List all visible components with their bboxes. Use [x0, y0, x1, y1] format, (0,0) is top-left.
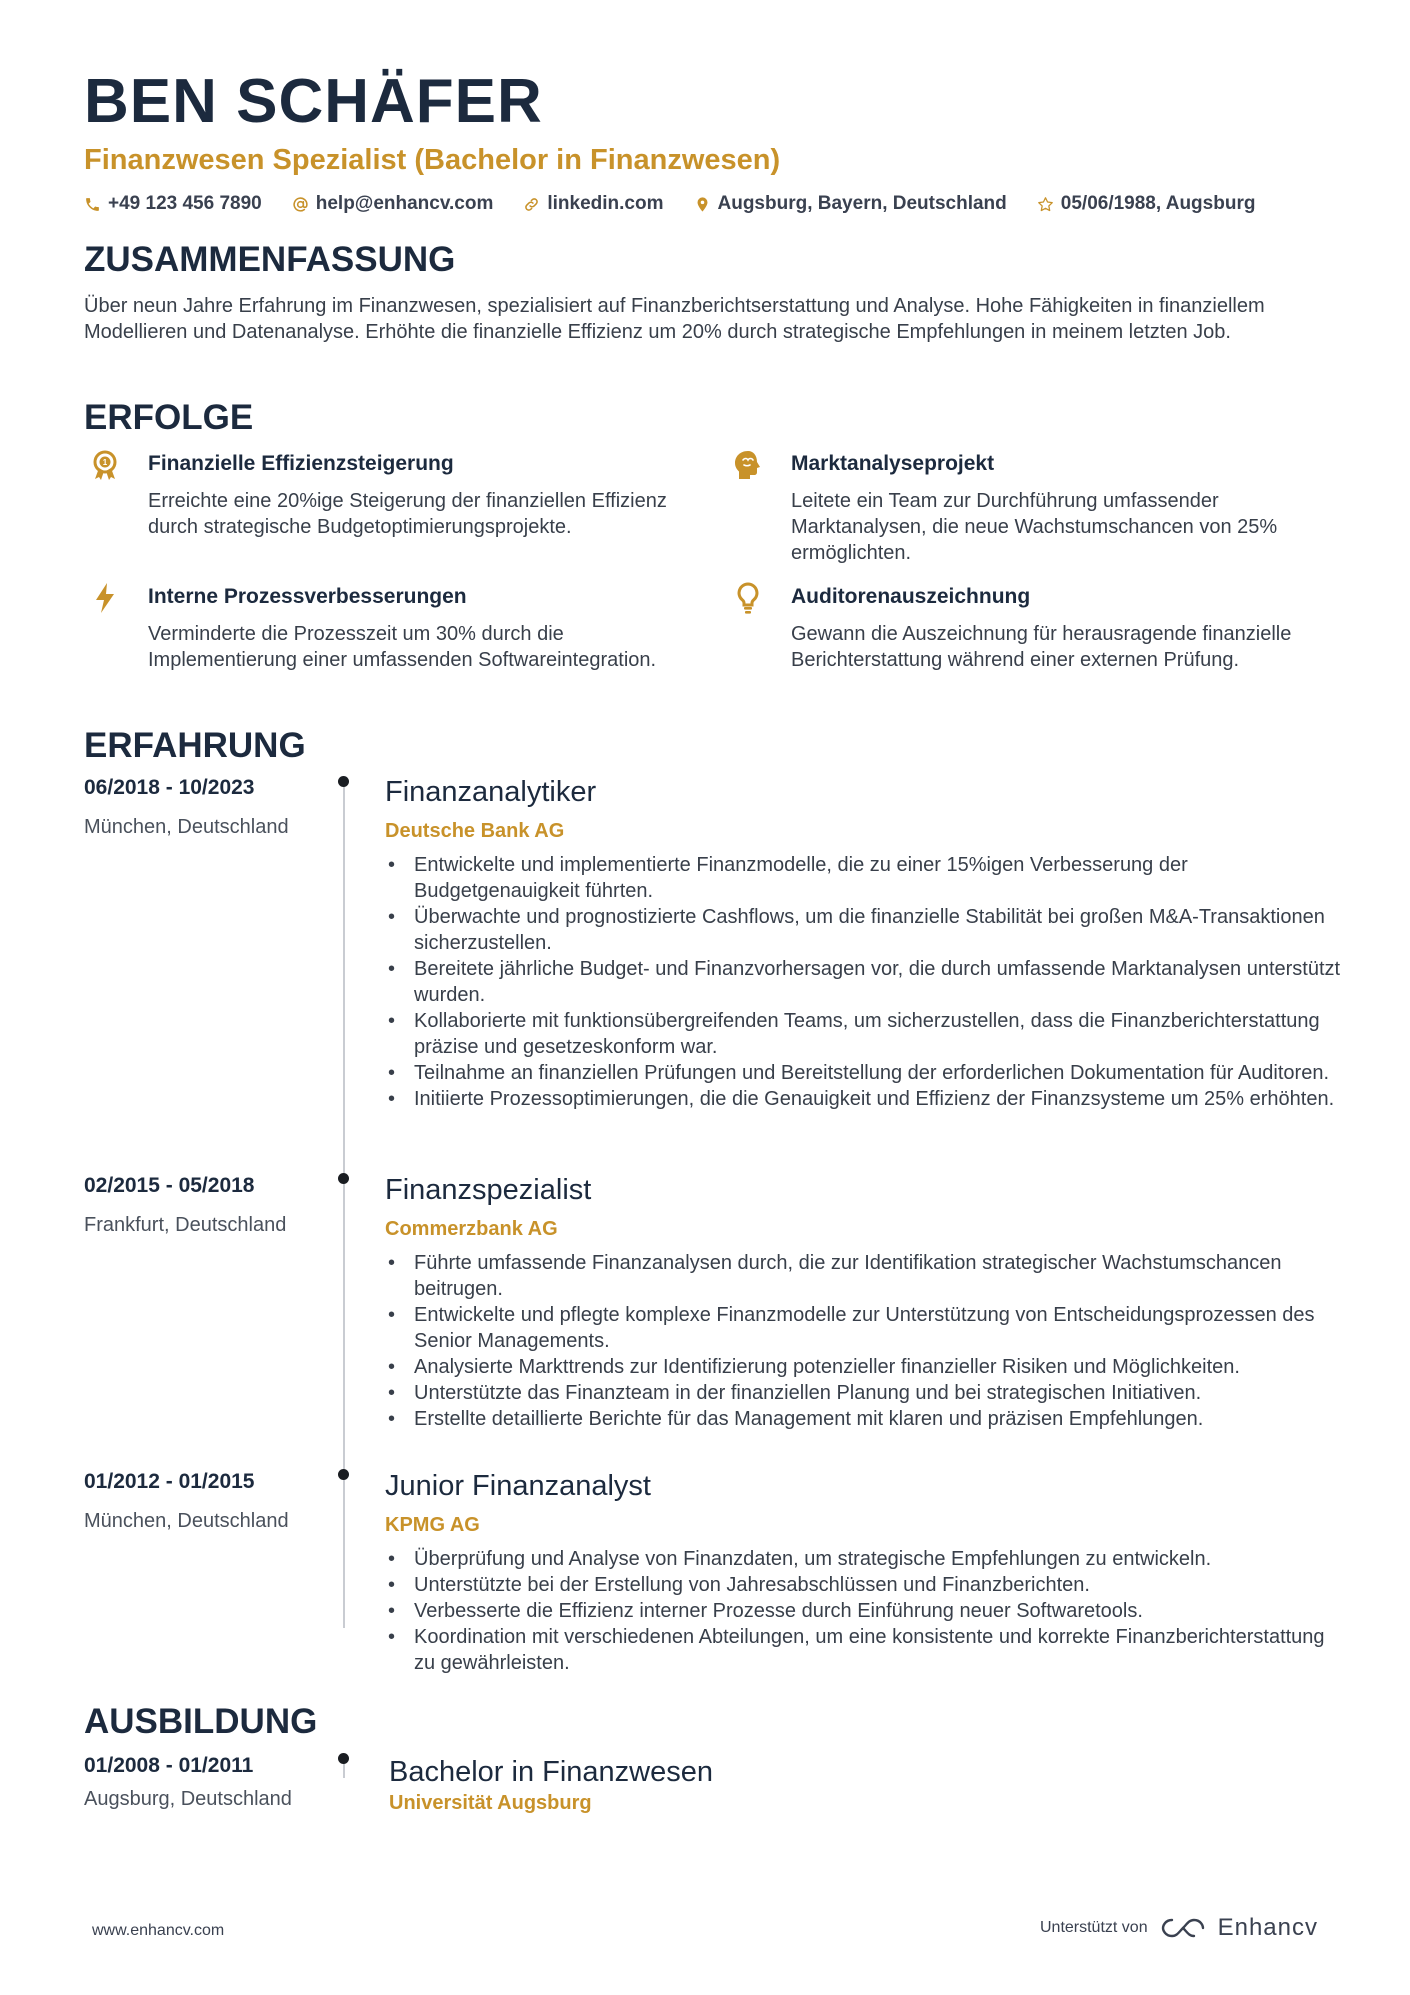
list-item: • Verbesserte die Effizienz interner Prozesse durch Einführung neuer Softwaretools. [385, 1598, 1345, 1624]
list-item: • Teilnahme an finanziellen Prüfungen und Bereitstellung der erforderlichen Dokumentation für Auditoren. [385, 1060, 1345, 1086]
list-item: • Überwachte und prognostizierte Cashflows, um die finanzielle Stabilität bei großen M&A-Transaktionen sicherzustellen. [385, 904, 1345, 956]
achievement-title: Auditorenauszeichnung [791, 585, 1031, 608]
achievements-heading: ERFOLGE [84, 398, 254, 437]
list-item: • Unterstützte bei der Erstellung von Jahresabschlüssen und Finanzberichten. [385, 1572, 1345, 1598]
job-date: 06/2018 - 10/2023 [84, 776, 255, 799]
timeline-dot [338, 1469, 349, 1480]
timeline-dot [338, 1753, 349, 1764]
contact-email-text: help@enhancv.com [315, 193, 494, 214]
phone-icon [84, 196, 101, 213]
footer-powered-by: Unterstützt von [1039, 1919, 1148, 1936]
job-location: München, Deutschland [84, 1510, 289, 1532]
achievement-description: Gewann die Auszeichnung für herausragende finanzielle Berichterstattung während einer externen Prüfung. [791, 623, 1292, 671]
at-sign-icon [292, 196, 309, 213]
achievement-title: Marktanalyseprojekt [791, 452, 995, 475]
education-degree: Bachelor in Finanzwesen [389, 1756, 714, 1788]
head-brain-icon [731, 448, 765, 482]
job-bullets [385, 852, 1345, 1112]
lightbulb-icon [731, 581, 765, 615]
achievement-description: Verminderte die Prozesszeit um 30% durch die Implementierung einer umfassenden Softwareintegration. [148, 623, 657, 671]
list-item: • Erstellte detaillierte Berichte für das Management mit klaren und präzisen Empfehlungen. [385, 1406, 1345, 1432]
enhancv-logo-icon [1160, 1916, 1206, 1940]
summary-heading: ZUSAMMENFASSUNG [84, 240, 456, 279]
list-item: • Bereitete jährliche Budget- und Finanzvorhersagen vor, die durch umfassende Marktanalysen unterstützt wurden. [385, 956, 1345, 1008]
list-item: • Entwickelte und pflegte komplexe Finanzmodelle zur Unterstützung von Entscheidungsprozessen des Senior Managements. [385, 1302, 1345, 1354]
list-item: • Kollaborierte mit funktionsübergreifenden Teams, um sicherzustellen, dass die Finanzberichterstattung präzise und gesetzeskonform war. [385, 1008, 1345, 1060]
education-heading: AUSBILDUNG [84, 1702, 318, 1741]
job-date: 01/2012 - 01/2015 [84, 1470, 255, 1493]
contact-birth [1037, 193, 1256, 215]
job-title: Finanzspezialist [385, 1174, 592, 1206]
job-date: 02/2015 - 05/2018 [84, 1174, 255, 1197]
list-item: • Initiierte Prozessoptimierungen, die die Genauigkeit und Effizienz der Finanzsysteme um 25% erhöhten. [385, 1086, 1345, 1112]
list-item: • Analysierte Markttrends zur Identifizierung potenzieller finanzieller Risiken und Möglichkeiten. [385, 1354, 1345, 1380]
education-location: Augsburg, Deutschland [84, 1788, 292, 1810]
job-company: Deutsche Bank AG [385, 820, 565, 842]
education-date: 01/2008 - 01/2011 [84, 1754, 254, 1777]
job-bullets [385, 1546, 1345, 1676]
contact-phone-text: +49 123 456 7890 [108, 193, 262, 214]
job-location: München, Deutschland [84, 816, 289, 838]
contact-linkedin[interactable] [523, 193, 663, 215]
lightning-bolt-icon [88, 581, 122, 615]
contact-phone[interactable] [84, 193, 262, 215]
experience-heading: ERFAHRUNG [84, 726, 306, 765]
job-title: Junior Finanzanalyst [385, 1470, 651, 1502]
candidate-headline: Finanzwesen Spezialist (Bachelor in Finanzwesen) [84, 144, 781, 176]
footer-website[interactable]: www.enhancv.com [92, 1922, 225, 1939]
contact-location-text: Augsburg, Bayern, Deutschland [717, 193, 1007, 214]
summary-text: Über neun Jahre Erfahrung im Finanzwesen, spezialisiert auf Finanzberichtserstattung und Analyse. Hohe Fähigkeiten in finanziellem Modellieren und Datenanalyse. Erhöhte die finanzielle Effizienz um 20% durch strategische Empfehlungen in meinem letzten Job. [84, 295, 1265, 343]
list-item: • Überprüfung und Analyse von Finanzdaten, um strategische Empfehlungen zu entwickeln. [385, 1546, 1345, 1572]
achievement-description: Leitete ein Team zur Durchführung umfassender Marktanalysen, die neue Wachstumschancen von 25% ermöglichten. [791, 490, 1278, 564]
list-item: • Koordination mit verschiedenen Abteilungen, um eine konsistente und korrekte Finanzberichterstattung zu gewährleisten. [385, 1624, 1345, 1676]
footer-branding [1040, 1914, 1318, 1942]
experience-timeline [343, 782, 345, 1628]
achievement-title: Interne Prozessverbesserungen [148, 585, 467, 608]
list-item: • Unterstützte das Finanzteam in der finanziellen Planung und bei strategischen Initiativen. [385, 1380, 1345, 1406]
job-bullets [385, 1250, 1345, 1432]
job-title: Finanzanalytiker [385, 776, 597, 808]
contact-email[interactable] [292, 193, 494, 215]
footer-brand: Enhancv [1217, 1914, 1318, 1941]
education-school: Universität Augsburg [389, 1792, 592, 1814]
job-location: Frankfurt, Deutschland [84, 1214, 287, 1236]
job-company: KPMG AG [385, 1514, 480, 1536]
job-company: Commerzbank AG [385, 1218, 558, 1240]
achievement-title: Finanzielle Effizienzsteigerung [148, 452, 454, 475]
timeline-dot [338, 776, 349, 787]
link-icon [523, 196, 540, 213]
contact-bar [84, 193, 1255, 215]
candidate-name: BEN SCHÄFER [84, 67, 543, 136]
contact-birth-text: 05/06/1988, Augsburg [1060, 193, 1256, 214]
list-item: • Entwickelte und implementierte Finanzmodelle, die zu einer 15%igen Verbesserung der Budgetgenauigkeit führten. [385, 852, 1345, 904]
contact-linkedin-text: linkedin.com [547, 193, 664, 214]
achievement-description: Erreichte eine 20%ige Steigerung der finanziellen Effizienz durch strategische Budgetoptimierungsprojekte. [148, 490, 667, 538]
award-medal-icon [88, 448, 122, 482]
list-item: • Führte umfassende Finanzanalysen durch, die zur Identifikation strategischer Wachstumschancen beitrugen. [385, 1250, 1345, 1302]
location-pin-icon [694, 196, 711, 213]
timeline-dot [338, 1173, 349, 1184]
contact-location [694, 193, 1007, 215]
svg-text:1: 1 [102, 458, 108, 467]
star-icon [1037, 196, 1054, 213]
